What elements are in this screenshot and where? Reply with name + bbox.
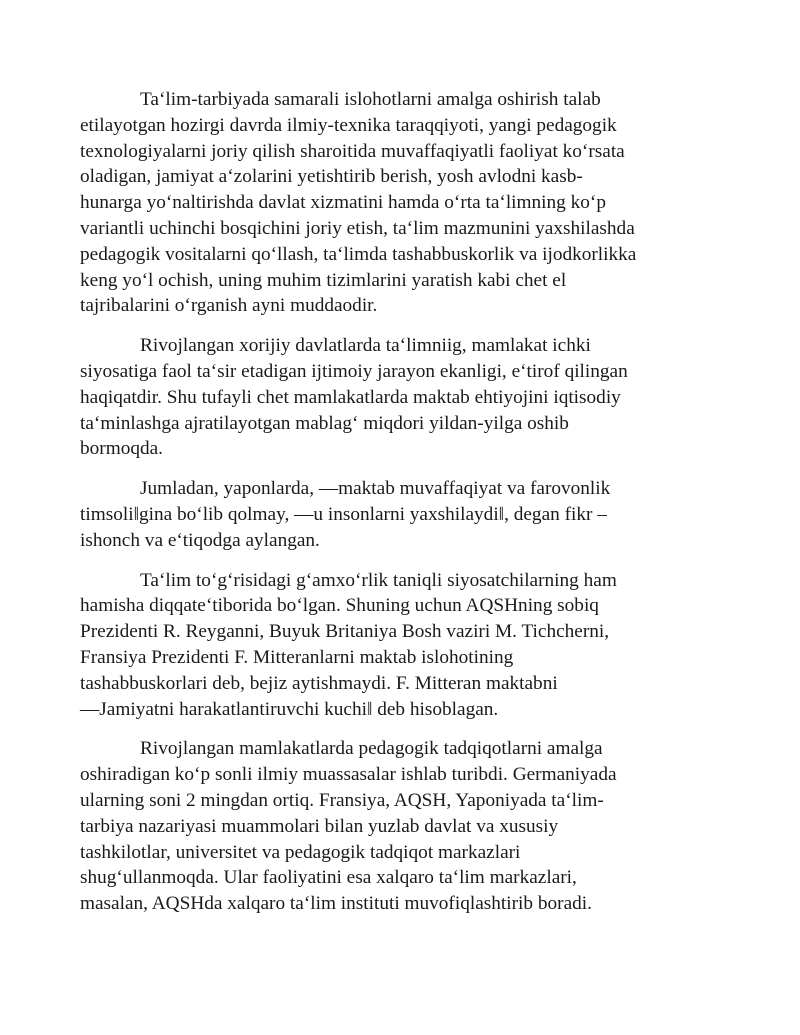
paragraph-3 (80, 476, 720, 553)
text-line: tajribalarini o‘rganish ayni muddaodir. (80, 295, 378, 317)
text-line: tashabbuskorlari deb, bejiz aytishmaydi. F. Mitteran maktabni (80, 672, 558, 694)
text-line: ta‘minlashga ajratilayotgan mablag‘ miqdori yildan-yilga oshib (80, 412, 569, 434)
text-line: ―Jamiyatni harakatlantiruvchi kuchi‖ deb hisoblagan. (80, 698, 499, 720)
text-line: Rivojlangan mamlakatlarda pedagogik tadqiqotlarni amalga (140, 738, 603, 760)
text-line: shug‘ullanmoqda. Ular faoliyatini esa xalqaro ta‘lim markazlari, (80, 867, 577, 889)
text-line: oladigan, jamiyat a‘zolarini yetishtirib berish, yosh avlodni kasb- (80, 166, 583, 188)
text-line: Jumladan, yaponlarda, ―maktab muvaffaqiyat va farovonlik (140, 478, 611, 500)
text-line: tashkilotlar, universitet va pedagogik tadqiqot markazlari (80, 841, 521, 863)
text-line: Fransiya Prezidenti F. Mitteranlarni maktab islohotining (80, 646, 514, 668)
text-line: siyosatiga faol ta‘sir etadigan ijtimoiy jarayon ekanligi, e‘tirof qilingan (80, 360, 628, 382)
text-line: texnologiyalarni joriy qilish sharoitida muvaffaqiyatli faoliyat ko‘rsata (80, 140, 625, 162)
paragraph-5 (80, 736, 720, 917)
text-line: Ta‘lim to‘g‘risidagi g‘amxo‘rlik taniqli siyosatchilarning ham (140, 569, 617, 591)
paragraph-2 (80, 333, 720, 462)
text-line: variantli uchinchi bosqichini joriy etish, ta‘lim mazmunini yaxshilashda (80, 217, 635, 239)
paragraph-4 (80, 568, 720, 723)
text-line: haqiqatdir. Shu tufayli chet mamlakatlarda maktab ehtiyojini iqtisodiy (80, 386, 621, 408)
text-line: Rivojlangan xorijiy davlatlarda ta‘limniig, mamlakat ichki (140, 335, 591, 357)
text-line: keng yo‘l ochish, uning muhim tizimlarini yaratish kabi chet el (80, 269, 567, 291)
text-line: timsoli‖gina bo‘lib qolmay, ―u insonlarni yaxshilaydi‖, degan fikr – (80, 503, 607, 525)
text-line: ishonch va e‘tiqodga aylangan. (80, 529, 320, 551)
paragraph-1 (80, 87, 720, 319)
text-line: etilayotgan hozirgi davrda ilmiy-texnika taraqqiyoti, yangi pedagogik (80, 114, 617, 136)
text-line: hamisha diqqate‘tiborida bo‘lgan. Shuning uchun AQSHning sobiq (80, 595, 599, 617)
document-body (80, 87, 720, 931)
text-line: oshiradigan ko‘p sonli ilmiy muassasalar ishlab turibdi. Germaniyada (80, 764, 617, 786)
text-line: Prezidenti R. Reyganni, Buyuk Britaniya Bosh vaziri M. Tichcherni, (80, 621, 610, 643)
text-line: Ta‘lim-tarbiyada samarali islohotlarni amalga oshirish talab (140, 89, 601, 110)
text-line: hunarga yo‘naltirishda davlat xizmatini hamda o‘rta ta‘limning ko‘p (80, 192, 606, 214)
text-line: ularning soni 2 mingdan ortiq. Fransiya, AQSH, Yaponiyada ta‘lim- (80, 789, 604, 811)
text-line: pedagogik vositalarni qo‘llash, ta‘limda tashabbuskorlik va ijodkorlikka (80, 243, 637, 265)
text-line: tarbiya nazariyasi muammolari bilan yuzlab davlat va xususiy (80, 815, 559, 837)
text-line: masalan, AQSHda xalqaro ta‘lim instituti muvofiqlashtirib boradi. (80, 893, 592, 915)
text-line: bormoqda. (80, 438, 163, 460)
